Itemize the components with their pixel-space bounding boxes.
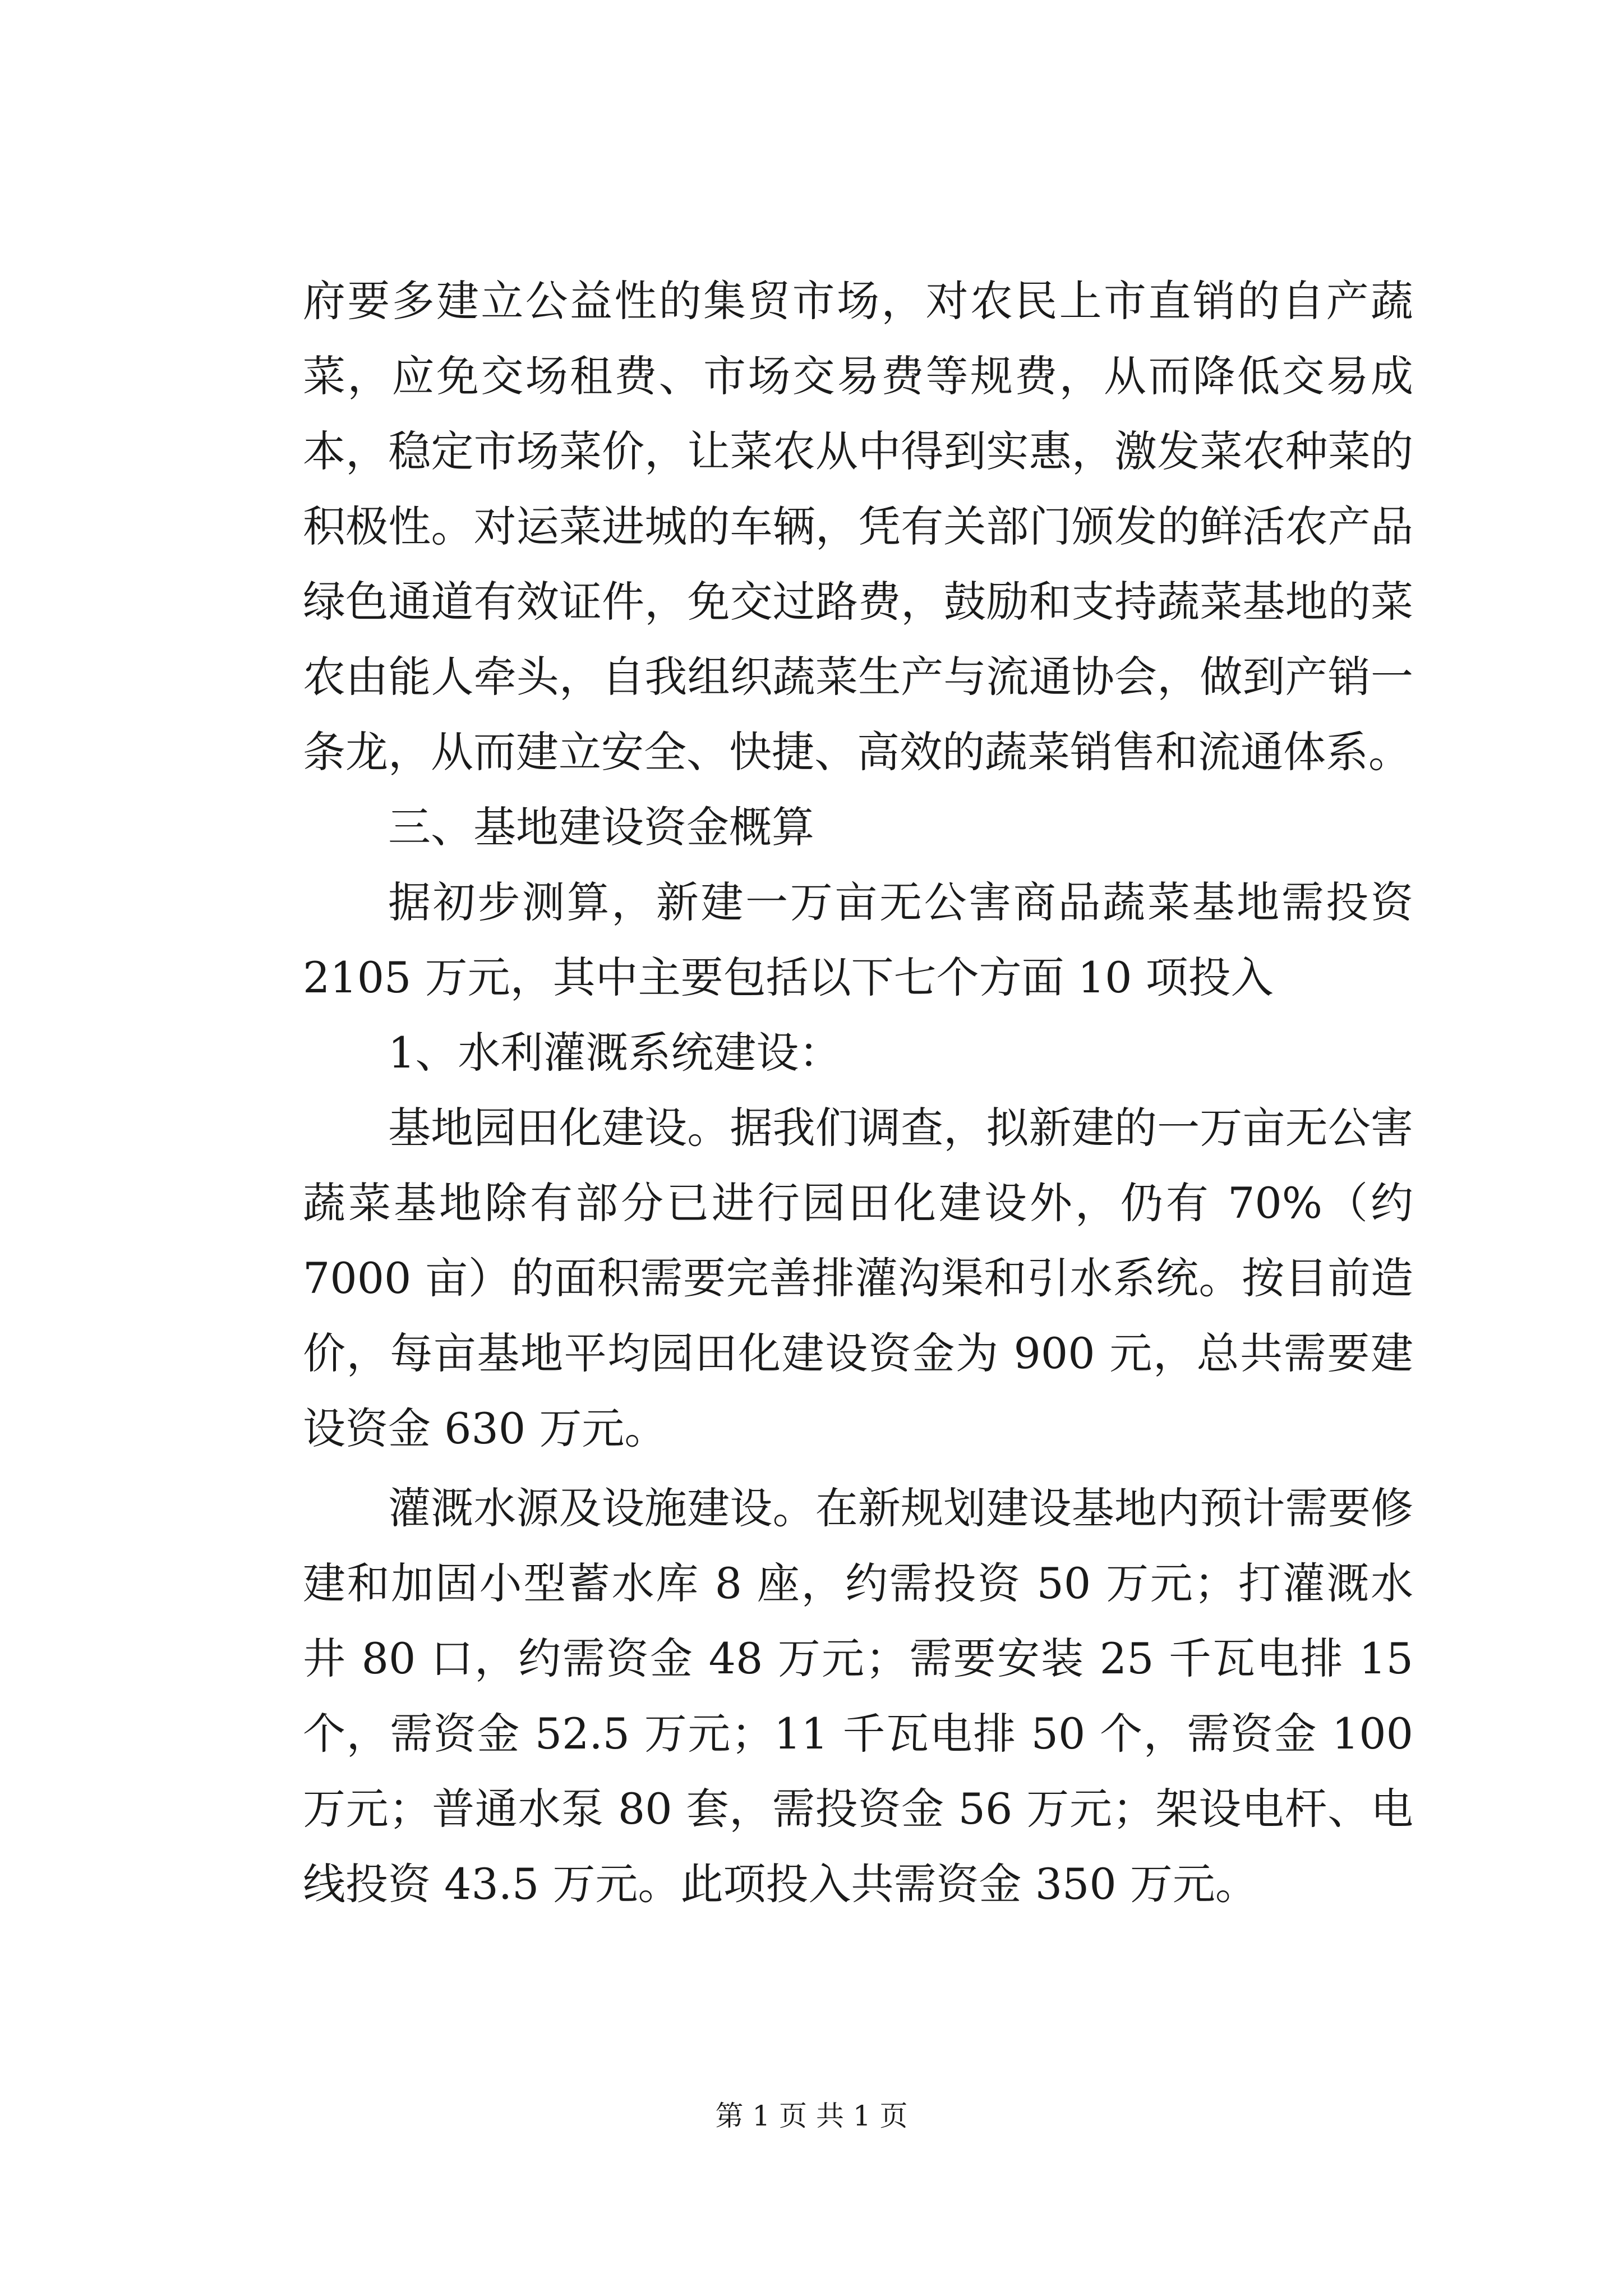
paragraph-field-construction: 基地园田化建设。据我们调查，拟新建的一万亩无公害蔬菜基地除有部分已进行园田化建设外，仍有 70%（约 7000 亩）的面积需要完善排灌沟渠和引水系统。按目前造价，每亩基地平均园田化建设资金为 900 元，总共需要建设资金 630 万元。 [303, 1103, 1413, 1453]
paragraph-continuation: 府要多建立公益性的集贸市场，对农民上市直销的自产蔬菜，应免交场租费、市场交易费等规费，从而降低交易成本，稳定市场菜价，让菜农从中得到实惠，激发菜农种菜的积极性。对运菜进城的车辆，凭有关部门颁发的鲜活农产品绿色通道有效证件，免交过路费，鼓励和支持蔬菜基地的菜农由能人牵头，自我组织蔬菜生产与流通协会，做到产销一条龙，从而建立安全、快捷、高效的蔬菜销售和流通体系。 [303, 276, 1413, 777]
document-body [303, 264, 1413, 1922]
paragraph-irrigation-facilities: 灌溉水源及设施建设。在新规划建设基地内预计需要修建和加固小型蓄水库 8 座，约需投资 50 万元；打灌溉水井 80 口，约需资金 48 万元；需要安装 25 千瓦电排 15 个，需资金 52.5 万元；11 千瓦电排 50 个，需资金 100 万元；普通水泵 80 套，需投资金 56 万元；架设电杆、电线投资 43.5 万元。此项投入共需资金 350 万元。 [303, 1483, 1413, 1909]
paragraph-investment-summary: 据初步测算，新建一万亩无公害商品蔬菜基地需投资 2105 万元，其中主要包括以下七个方面 10 项投入 [303, 877, 1413, 1002]
subsection-heading: 1、水利灌溉系统建设： [388, 1028, 842, 1078]
page-footer: 第 1 页 共 1 页 [715, 2100, 908, 2132]
section-heading: 三、基地建设资金概算 [388, 802, 814, 852]
